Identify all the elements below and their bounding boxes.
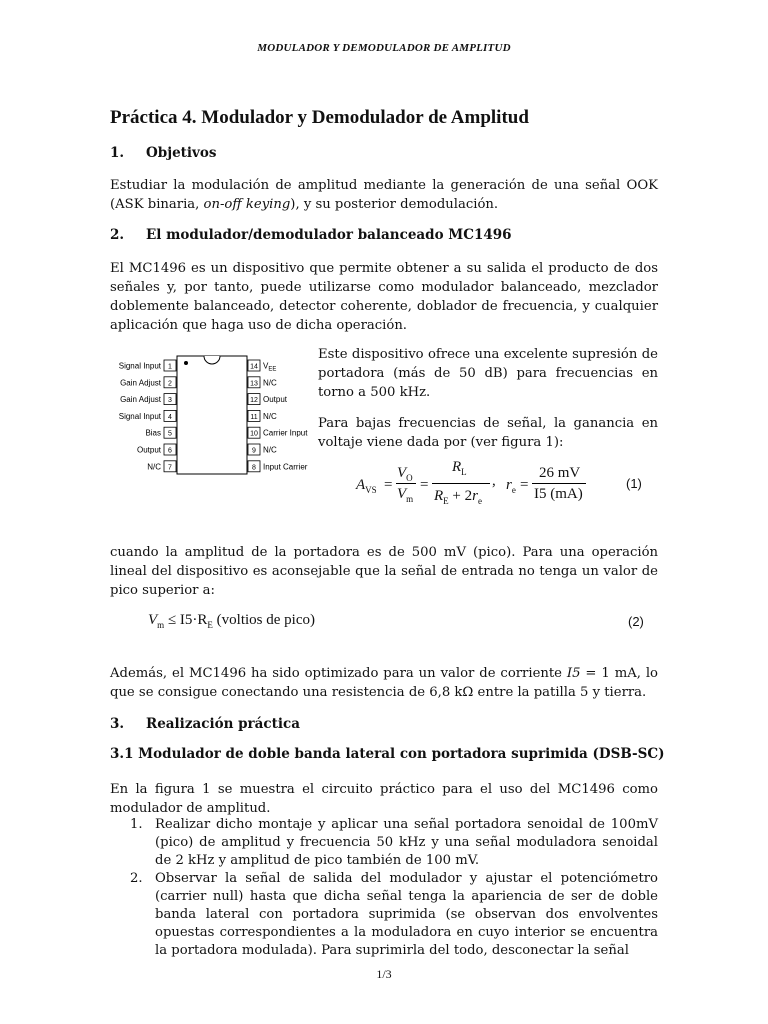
eq1-frac-line-2 [432,483,490,484]
section-title: El modulador/demodulador balanceado MC1496 [146,227,512,243]
pin-label: Gain Adjust [120,395,161,405]
eq1-equals-3: = [520,477,529,493]
list-item [110,870,658,960]
eq1-equals: = [384,477,393,493]
section-number: 1. [110,145,125,161]
text-run: = 1 mA, lo que se consigue conectando una resistencia de 6,8 kΩ entre la patilla 5 y tierra. [110,666,658,700]
section-number: 3. [110,716,125,732]
list-number: 1. [130,817,143,832]
pin-number: 9 [252,447,256,455]
pin-number: 10 [250,430,258,438]
eq1-vo: $V_O$ [397,465,413,483]
gain-paragraph: Para bajas frecuencias de señal, la ganancia en voltaje viene dada por (ver figura 1): [318,416,658,450]
equation-2: $V_m \le I5\cdot R_E$ (voltios de pico) [148,612,315,630]
pin-label: Bias [145,428,161,438]
text-run: Además, el MC1496 ha sido optimizado para un valor de corriente [110,666,567,681]
page-number: 1/3 [376,967,392,981]
procedure-list [110,816,658,960]
equation-1-number: (1) [626,476,642,491]
linearity-paragraph: cuando la amplitud de la portadora es de 500 mV (pico). Para una operación lineal del dispositivo es aconsejable que la señal de entrada no tenga un valor de pico superior a: [110,545,658,598]
eq1-denominator-2: I5 (mA) [534,486,583,502]
section-3-heading [110,716,300,732]
pin-label: Gain Adjust [120,378,161,388]
list-text: Observar la señal de salida del modulador y ajustar el potenciómetro (carrier null) hasta que dicha señal tenga la apariencia de ser de doble banda lateral con portadora suprimida (se observan dos envolventes opuestas correspondientes a la moduladora en cuyo interior se encuentra la portadora modulada). Para suprimirla del todo, desconectar la señal [155,871,658,958]
pin-label: N/C [263,445,277,455]
current-paragraph [110,664,658,702]
pin-number: 12 [250,397,258,405]
pin-number: 14 [250,363,258,371]
eq1-re: $r_e$ [506,477,516,495]
pin-label: Input Carrier [263,462,308,472]
pin-number: 1 [168,363,172,371]
text-run: Estudiar la modulación de amplitud mediante la generación de una señal OOK (ASK binaria, [110,178,658,212]
pin1-marker [184,361,188,365]
pin-label: Signal Input [118,361,161,371]
section-1-heading [110,145,217,161]
variable-text: I5 [566,666,581,681]
objectives-paragraph [110,176,658,214]
section-2-heading [110,227,512,243]
pin-number: 3 [168,397,172,405]
eq1-frac-line-1 [396,483,416,484]
eq1-denominator: $R_E + 2r_e$ [434,488,482,506]
section-title: Objetivos [146,145,217,161]
pin-label: N/C [147,462,161,472]
pin-number: 11 [250,413,258,421]
eq1-rl: $R_L$ [452,459,467,477]
eq1-lhs: $A_{VS}$ [356,477,377,495]
pin-number: 13 [250,380,258,388]
ic-package-body [177,356,247,474]
mc1496-intro-paragraph: El MC1496 es un dispositivo que permite obtener a su salida el producto de dos señales y, por tanto, puede utilizarse como modulador balanceado, mezclador doblemente balanceado, detector coherente, doblador de frecuencia, y cualquier aplicación que haga uso de dicha operación. [110,261,658,333]
pin-label: Output [263,395,288,405]
pin-number: 8 [252,464,256,472]
pin-number: 7 [168,464,172,472]
pin-label: Output [136,445,161,455]
mc1496-pinout-diagram [112,350,308,480]
pin-number: 6 [168,447,172,455]
equation-1 [356,459,656,515]
eq1-comma: , [492,473,496,489]
section-number: 2. [110,227,125,243]
eq1-vm: $V_m$ [397,486,414,504]
pin-number: 5 [168,430,172,438]
equation-2-number: (2) [628,614,644,629]
eq1-equals-2: = [420,477,429,493]
page-title: Práctica 4. Modulador y Demodulador de Amplitud [110,107,529,128]
list-number: 2. [130,871,143,886]
pin-label: N/C [263,378,277,388]
pin-label: Carrier Input [263,428,308,438]
eq1-frac-line-3 [532,483,586,484]
subsection-3-1-heading: 3.1 Modulador de doble banda lateral con portadora suprimida (DSB-SC) [110,746,665,762]
pin-label: Signal Input [118,411,161,421]
pin-label-sub: EE [268,366,277,373]
text-run: ), y su posterior demodulación. [290,197,499,212]
carrier-suppression-paragraph: Este dispositivo ofrece una excelente supresión de portadora (más de 50 dB) para frecuencias en torno a 500 kHz. [318,347,658,400]
pin-label: N/C [263,411,277,421]
running-header: MODULADOR Y DEMODULADOR DE AMPLITUD [257,42,511,54]
pin-number: 2 [168,380,172,388]
eq1-numerator: 26 mV [539,465,581,481]
pin-number: 4 [168,413,172,421]
emphasis-text: on-off keying [203,197,291,212]
list-text: Realizar dicho montaje y aplicar una señal portadora senoidal de 100mV (pico) de amplitud y frecuencia 50 kHz y una señal moduladora senoidal de 2 kHz y amplitud de pico también de 100 mV. [155,817,658,868]
figure-intro-paragraph: En la figura 1 se muestra el circuito práctico para el uso del MC1496 como modulador de amplitud. [110,782,658,816]
list-item [110,816,658,870]
pin-label: $V_{EE}$ [263,361,277,373]
section-title: Realización práctica [146,716,300,732]
